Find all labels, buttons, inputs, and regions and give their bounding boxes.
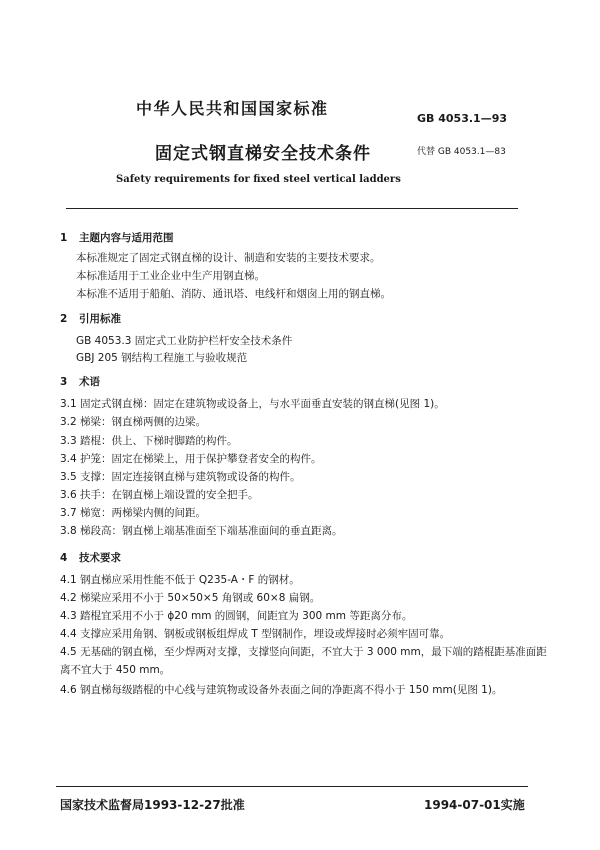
- section-4-heading: 4 技术要求: [60, 552, 121, 564]
- reference-item: GBJ 205 钢结构工程施工与验收规范: [76, 352, 248, 364]
- approval-line: 国家技术监督局1993-12-27批准: [60, 798, 245, 812]
- term-item: 3.3 踏棍：供上、下梯时脚踏的构件。: [60, 435, 238, 447]
- document-title-english: Safety requirements for fixed steel vertical ladders: [116, 174, 401, 185]
- requirement-item: 4.1 钢直梯应采用性能不低于 Q235-A・F 的钢材。: [60, 574, 300, 586]
- standard-organization: 中华人民共和国国家标准: [136, 99, 329, 118]
- requirement-item: 4.3 踏棍宜采用不小于 ϕ20 mm 的圆钢，间距宜为 300 mm 等距离分布。: [60, 610, 413, 622]
- section-1-heading: 1 主题内容与适用范围: [60, 232, 174, 244]
- footer-rule: [56, 786, 528, 787]
- requirement-item-continued: 离不宜大于 450 mm。: [60, 664, 171, 676]
- standard-number: GB 4053.1—93: [417, 112, 507, 125]
- requirement-item: 4.2 梯梁应采用不小于 50×50×5 角钢或 60×8 扁钢。: [60, 592, 321, 604]
- requirement-item: 4.6 钢直梯每级踏棍的中心线与建筑物或设备外表面之间的净距离不得小于 150 mm(见图 1)。: [60, 684, 503, 696]
- header-rule: [66, 208, 518, 209]
- reference-item: GB 4053.3 固定式工业防护栏杆安全技术条件: [76, 335, 293, 347]
- section-1-para: 本标准适用于工业企业中生产用钢直梯。: [76, 270, 265, 282]
- requirement-item: 4.5 无基础的钢直梯，至少焊两对支撑，支撑竖向间距，不宜大于 3 000 mm，最下端的踏棍距基准面距: [60, 646, 547, 658]
- term-item: 3.6 扶手：在钢直梯上端设置的安全把手。: [60, 489, 259, 501]
- term-item: 3.1 固定式钢直梯：固定在建筑物或设备上，与水平面垂直安装的钢直梯(见图 1)。: [60, 398, 445, 410]
- term-item: 3.4 护笼：固定在梯梁上，用于保护攀登者安全的构件。: [60, 453, 322, 465]
- section-1-para: 本标准规定了固定式钢直梯的设计、制造和安装的主要技术要求。: [76, 252, 381, 264]
- replaces-standard: 代替 GB 4053.1—83: [417, 147, 506, 157]
- section-3-heading: 3 术语: [60, 376, 100, 388]
- term-item: 3.7 梯宽：两梯梁内侧的间距。: [60, 507, 207, 519]
- requirement-item: 4.4 支撑应采用角钢、钢板或钢板组焊成 T 型钢制作，埋设或焊接时必须牢固可靠。: [60, 628, 451, 640]
- document-title: 固定式钢直梯安全技术条件: [155, 144, 371, 164]
- section-1-para: 本标准不适用于船舶、消防、通讯塔、电线杆和烟囱上用的钢直梯。: [76, 288, 391, 300]
- term-item: 3.5 支撑：固定连接钢直梯与建筑物或设备的构件。: [60, 471, 301, 483]
- section-2-heading: 2 引用标准: [60, 313, 121, 325]
- term-item: 3.2 梯梁：钢直梯两侧的边梁。: [60, 416, 207, 428]
- effective-date: 1994-07-01实施: [424, 798, 525, 812]
- term-item: 3.8 梯段高：钢直梯上端基准面至下端基准面间的垂直距离。: [60, 525, 343, 537]
